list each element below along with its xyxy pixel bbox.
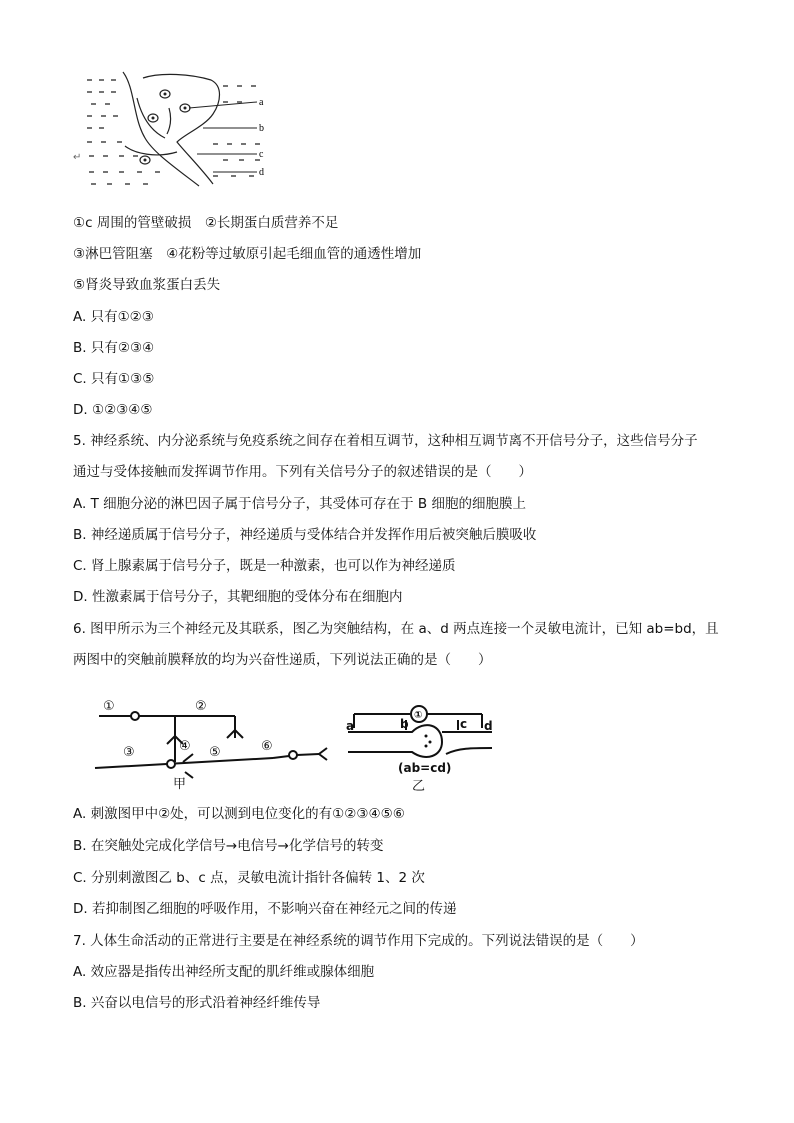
q6-option-b[interactable]: B. 在突触处完成化学信号→电信号→化学信号的转变	[73, 838, 384, 854]
yi-label-b: b	[400, 717, 409, 731]
q7-option-b[interactable]: B. 兴奋以电信号的形式沿着神经纤维传导	[73, 995, 321, 1011]
yi-caption: 乙	[412, 779, 426, 794]
jia-label-1: ①	[103, 699, 115, 714]
q4-option-d[interactable]: D. ①②③④⑤	[73, 402, 153, 418]
label-a: a	[259, 97, 264, 108]
q4-option-b[interactable]: B. 只有②③④	[73, 340, 155, 356]
label-b: b	[259, 123, 264, 134]
yi-label-c: c	[460, 717, 468, 731]
q7-stem: 7. 人体生命活动的正常进行主要是在神经系统的调节作用下完成的。下列说法错误的是（ ）	[73, 933, 644, 949]
jia-label-2: ②	[195, 699, 207, 714]
q4-items-line2: ③淋巴管阻塞 ④花粉等过敏原引起毛细血管的通透性增加	[73, 246, 422, 262]
tissue-fluid-diagram	[73, 68, 273, 193]
q4-items-line1: ①c 周围的管壁破损 ②长期蛋白质营养不足	[73, 215, 339, 231]
q7-option-a[interactable]: A. 效应器是指传出神经所支配的肌纤维或腺体细胞	[73, 964, 375, 980]
figure-yi-synapse	[342, 690, 502, 795]
jia-label-3: ③	[123, 745, 135, 760]
q5-option-b[interactable]: B. 神经递质属于信号分子，神经递质与受体结合并发挥作用后被突触后膜吸收	[73, 527, 537, 543]
q6-option-d[interactable]: D. 若抑制图乙细胞的呼吸作用，不影响兴奋在神经元之间的传递	[73, 901, 457, 917]
figure-jia-neurons	[93, 692, 333, 792]
q4-items-line3: ⑤肾炎导致血浆蛋白丢失	[73, 277, 221, 293]
q4-option-a[interactable]: A. 只有①②③	[73, 309, 154, 325]
q5-stem-line1: 5. 神经系统、内分泌系统与免疫系统之间存在着相互调节，这种相互调节离不开信号分子，这些信号分子	[73, 433, 698, 449]
label-c: c	[259, 149, 264, 160]
jia-label-5: ⑤	[209, 745, 221, 760]
q5-option-a[interactable]: A. T 细胞分泌的淋巴因子属于信号分子，其受体可存在于 B 细胞的细胞膜上	[73, 496, 526, 512]
return-mark-icon: ↵	[73, 152, 82, 163]
yi-label-d: d	[484, 719, 493, 733]
q6-stem-line2: 两图中的突触前膜释放的均为兴奋性递质，下列说法正确的是（ ）	[73, 652, 492, 668]
q6-option-c[interactable]: C. 分别刺激图乙 b、c 点，灵敏电流计指针各偏转 1、2 次	[73, 870, 425, 886]
yi-label-a: a	[346, 719, 355, 733]
q5-stem-line2: 通过与受体接触而发挥调节作用。下列有关信号分子的叙述错误的是（ ）	[73, 464, 532, 480]
yi-note: (ab=cd)	[398, 761, 452, 775]
label-d: d	[259, 167, 264, 178]
q4-option-c[interactable]: C. 只有①③⑤	[73, 371, 155, 387]
q5-option-c[interactable]: C. 肾上腺素属于信号分子，既是一种激素，也可以作为神经递质	[73, 558, 456, 574]
jia-caption: 甲	[173, 777, 187, 792]
q6-stem-line1: 6. 图甲所示为三个神经元及其联系，图乙为突触结构，在 a、d 两点连接一个灵敏电流计，已知 ab=bd，且	[73, 621, 719, 637]
yi-label-1: ①	[414, 710, 423, 721]
q6-option-a[interactable]: A. 刺激图甲中②处，可以测到电位变化的有①②③④⑤⑥	[73, 806, 405, 822]
jia-label-4: ④	[179, 739, 191, 754]
q5-option-d[interactable]: D. 性激素属于信号分子，其靶细胞的受体分布在细胞内	[73, 589, 403, 605]
jia-label-6: ⑥	[261, 739, 273, 754]
